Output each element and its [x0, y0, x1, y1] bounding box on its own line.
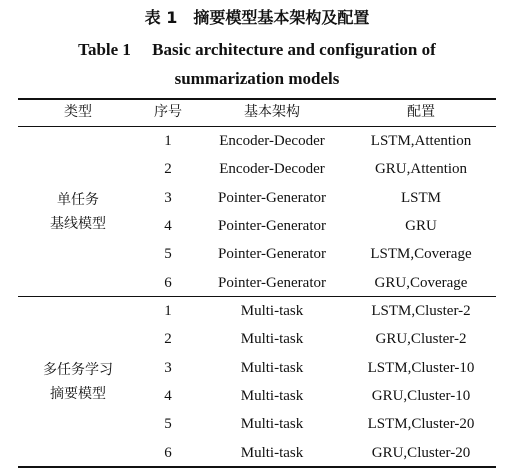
row-architecture: Pointer-Generator	[218, 274, 326, 291]
row-configuration: GRU,Attention	[374, 161, 468, 178]
row-architecture: Multi-task	[240, 387, 304, 404]
row-architecture: Pointer-Generator	[218, 189, 326, 206]
row-number: 3	[164, 189, 172, 206]
row-configuration: LSTM,Cluster-20	[367, 416, 475, 433]
group-label	[18, 358, 138, 406]
row-configuration: LSTM,Cluster-2	[371, 303, 471, 319]
row-architecture: Encoder-Decoder	[219, 161, 325, 178]
header-configuration: 配置	[407, 104, 435, 120]
group-label-line: 多任务学习	[43, 361, 113, 378]
row-configuration: GRU,Cluster-10	[371, 387, 471, 404]
row-number: 1	[164, 133, 172, 149]
header-architecture: 基本架构	[244, 104, 300, 120]
table-caption-en: Table 1 Basic architecture and configuration of	[78, 40, 436, 59]
row-architecture: Multi-task	[240, 416, 304, 433]
row-number: 6	[164, 274, 172, 291]
group-label-line: 单任务	[57, 191, 99, 208]
row-number: 4	[164, 217, 172, 234]
group-label-line: 基线模型	[50, 215, 106, 232]
row-architecture: Multi-task	[240, 359, 304, 376]
row-architecture: Multi-task	[240, 331, 304, 348]
row-number: 4	[164, 387, 172, 404]
group-label-line: 摘要模型	[50, 385, 106, 402]
row-architecture: Multi-task	[240, 444, 304, 461]
header-number: 序号	[154, 104, 182, 120]
row-number: 5	[164, 416, 172, 433]
table-caption-en-continued: summarization models	[174, 69, 340, 88]
row-architecture: Multi-task	[240, 303, 304, 319]
row-configuration: GRU,Cluster-20	[371, 444, 471, 461]
row-architecture: Encoder-Decoder	[219, 133, 325, 149]
row-configuration: LSTM,Attention	[370, 133, 472, 149]
row-number: 2	[164, 331, 172, 348]
row-configuration: LSTM	[400, 189, 441, 206]
row-configuration: GRU	[405, 217, 437, 234]
row-number: 2	[164, 161, 172, 178]
table-caption-cn: 表 1 摘要模型基本架构及配置	[144, 8, 370, 27]
row-configuration: GRU,Cluster-2	[375, 331, 467, 348]
header-type: 类型	[64, 104, 92, 120]
row-number: 5	[164, 246, 172, 263]
row-number: 1	[164, 303, 172, 319]
row-architecture: Pointer-Generator	[218, 217, 326, 234]
row-architecture: Pointer-Generator	[218, 246, 326, 263]
group-label	[18, 188, 138, 236]
row-configuration: GRU,Coverage	[374, 274, 468, 291]
row-number: 6	[164, 444, 172, 461]
row-configuration: LSTM,Coverage	[370, 246, 472, 263]
row-number: 3	[164, 359, 172, 376]
row-configuration: LSTM,Cluster-10	[367, 359, 475, 376]
